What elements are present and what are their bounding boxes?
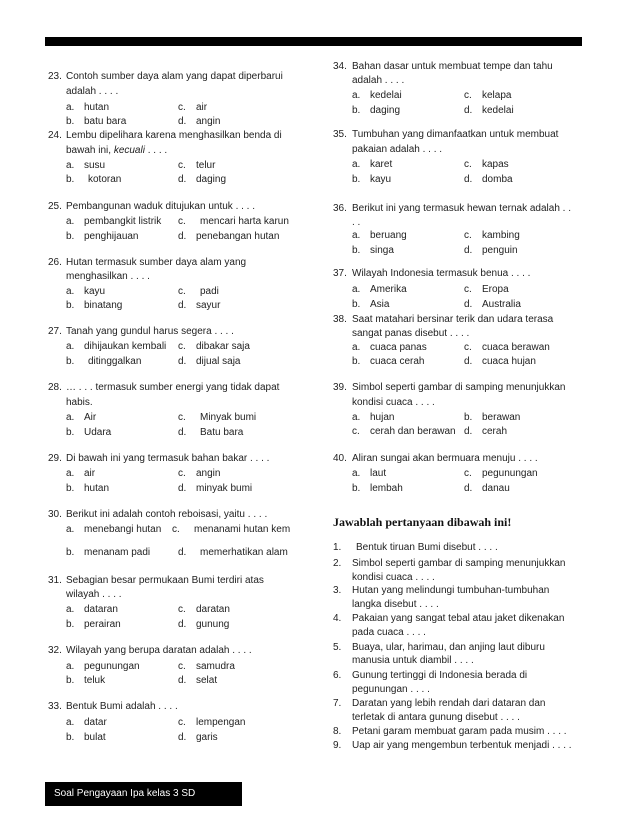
essay-number: 8.	[333, 726, 342, 737]
option-text: penguin	[482, 245, 518, 256]
option-text: Amerika	[370, 284, 407, 295]
option-text: laut	[370, 468, 387, 479]
option-letter: d.	[178, 231, 187, 242]
option-text: teluk	[84, 675, 106, 686]
option-text: daging	[196, 174, 227, 185]
question-stem: Simbol seperti gambar di samping menunjukkan	[352, 382, 566, 393]
option-text: penebangan hutan	[196, 231, 280, 242]
option-text: karet	[370, 159, 393, 170]
option-letter: d.	[178, 732, 187, 743]
option-letter: d.	[464, 174, 473, 185]
option-text: cuaca panas	[370, 342, 427, 353]
stem-text: . . . .	[144, 145, 168, 156]
question-number: 38.	[333, 314, 347, 325]
option-a	[352, 283, 407, 297]
option-letter: b.	[66, 547, 75, 558]
question-stem: Tumbuhan yang dimanfaatkan untuk membuat	[352, 129, 559, 140]
question-number: 39.	[333, 382, 347, 393]
option-text: singa	[370, 245, 394, 256]
option-letter: c.	[178, 216, 186, 227]
option-text: beruang	[370, 230, 407, 241]
question-number: 30.	[48, 509, 62, 520]
question-stem: Contoh sumber daya alam yang dapat diperbarui	[66, 71, 283, 82]
option-text: air	[196, 102, 208, 113]
option-d	[464, 173, 513, 187]
option-c	[464, 89, 511, 103]
option-text: kedelai	[482, 105, 514, 116]
option-b	[66, 482, 109, 496]
option-text: domba	[482, 174, 513, 185]
option-b	[66, 426, 111, 440]
question-stem: pakaian adalah . . . .	[352, 144, 443, 155]
option-letter: a.	[66, 412, 75, 423]
option-a	[66, 603, 118, 617]
question-stem: sangat panas disebut . . . .	[352, 328, 470, 339]
question-stem: Wilayah Indonesia termasuk benua . . . .	[352, 268, 531, 279]
question-number: 36.	[333, 203, 347, 214]
option-letter: d.	[464, 105, 473, 116]
option-d	[464, 425, 507, 439]
option-text: berawan	[482, 412, 521, 423]
essay-text: Bentuk tiruan Bumi disebut . . . .	[356, 542, 498, 553]
option-a	[352, 467, 386, 481]
option-c	[178, 340, 250, 354]
option-a	[66, 411, 96, 425]
option-letter: c.	[178, 661, 186, 672]
option-text: daging	[370, 105, 401, 116]
question-number: 25.	[48, 201, 62, 212]
option-letter: d.	[178, 427, 187, 438]
option-a	[352, 158, 392, 172]
question-stem: Hutan termasuk sumber daya alam yang	[66, 257, 247, 268]
option-letter: c.	[178, 412, 186, 423]
option-letter: d.	[464, 299, 473, 310]
option-text: lempengan	[196, 717, 246, 728]
option-b	[66, 546, 150, 560]
option-text: hujan	[370, 412, 395, 423]
essay-number: 9.	[333, 740, 342, 751]
essay-text: langka disebut . . . .	[352, 599, 439, 610]
option-text: Eropa	[482, 284, 509, 295]
option-letter: c.	[464, 468, 472, 479]
option-b	[66, 674, 105, 688]
option-text: Asia	[370, 299, 390, 310]
option-d	[178, 299, 220, 313]
option-letter: a.	[66, 717, 75, 728]
option-b	[352, 244, 394, 258]
option-text: Batu bara	[200, 427, 244, 438]
option-text: mencari harta karun	[200, 216, 289, 227]
question-stem: Berikut ini adalah contoh reboisasi, yaitu . . . .	[66, 509, 268, 520]
question-number: 27.	[48, 326, 62, 337]
option-text: batu bara	[84, 116, 127, 127]
option-text: perairan	[84, 619, 121, 630]
option-c	[464, 467, 538, 481]
option-text: penghijauan	[84, 231, 139, 242]
option-letter: b.	[464, 412, 473, 423]
option-b	[66, 299, 122, 313]
option-text: kayu	[84, 286, 106, 297]
option-d	[178, 115, 220, 129]
option-text: padi	[200, 286, 219, 297]
option-letter: d.	[178, 619, 187, 630]
question-stem: habis.	[66, 397, 93, 408]
question-number: 24.	[48, 130, 62, 141]
question-number: 23.	[48, 71, 62, 82]
essay-text: kondisi cuaca . . . .	[352, 572, 435, 583]
option-b	[352, 355, 424, 369]
option-b	[66, 355, 141, 369]
option-b	[464, 411, 520, 425]
essay-text: terletak di antara gunung disebut . . . .	[352, 712, 520, 723]
essay-number: 4.	[333, 613, 342, 624]
essay-text: Buaya, ular, harimau, dan anjing laut diburu	[352, 642, 545, 653]
option-text: pegunungan	[482, 468, 538, 479]
option-text: cuaca cerah	[370, 356, 425, 367]
question-number: 28.	[48, 382, 62, 393]
option-letter: c.	[178, 468, 186, 479]
option-d	[464, 104, 514, 118]
question-stem: wilayah . . . .	[66, 589, 122, 600]
option-d	[178, 426, 243, 440]
essay-number: 5.	[333, 642, 342, 653]
option-letter: b.	[66, 675, 75, 686]
option-a	[66, 523, 161, 537]
option-letter: b.	[66, 483, 75, 494]
option-text: kambing	[482, 230, 520, 241]
option-d	[178, 731, 218, 745]
option-letter: d.	[178, 300, 187, 311]
essay-number: 6.	[333, 670, 342, 681]
option-letter: d.	[178, 675, 187, 686]
option-letter: a.	[352, 159, 361, 170]
option-a	[352, 341, 427, 355]
option-c	[178, 660, 235, 674]
option-text: Udara	[84, 427, 112, 438]
question-number: 35.	[333, 129, 347, 140]
option-letter: c.	[178, 286, 186, 297]
option-c	[178, 215, 289, 229]
question-stem: adalah . . . .	[66, 86, 119, 97]
option-text: memerhatikan alam	[200, 547, 288, 558]
option-text: cerah dan berawan	[370, 426, 456, 437]
option-b	[352, 104, 400, 118]
option-text: lembah	[370, 483, 403, 494]
option-text: menebangi hutan	[84, 524, 162, 535]
option-text: sayur	[196, 300, 221, 311]
option-text: Air	[84, 412, 97, 423]
option-b	[352, 482, 403, 496]
option-letter: c.	[178, 160, 186, 171]
option-letter: a.	[66, 286, 75, 297]
option-letter: d.	[464, 426, 473, 437]
question-stem: Berikut ini yang termasuk hewan ternak adalah . .	[352, 203, 572, 214]
emphasis-text: kecuali	[113, 145, 145, 156]
option-text: angin	[196, 116, 221, 127]
option-letter: b.	[352, 105, 361, 116]
option-a	[352, 411, 394, 425]
option-letter: a.	[66, 160, 75, 171]
option-letter: c.	[178, 717, 186, 728]
option-c	[352, 425, 456, 439]
question-stem: Bentuk Bumi adalah . . . .	[66, 701, 178, 712]
option-text: hutan	[84, 102, 110, 113]
option-letter: c.	[172, 524, 180, 535]
essay-text: pegunungan . . . .	[352, 684, 430, 695]
option-letter: b.	[66, 356, 75, 367]
option-letter: a.	[352, 90, 361, 101]
option-letter: d.	[178, 356, 187, 367]
option-b	[352, 173, 391, 187]
option-b	[66, 230, 139, 244]
option-letter: d.	[178, 174, 187, 185]
option-text: kedelai	[370, 90, 402, 101]
header-bar	[45, 37, 582, 46]
option-text: pembangkit listrik	[84, 216, 162, 227]
option-d	[178, 482, 252, 496]
option-text: Minyak bumi	[200, 412, 257, 423]
option-text: bulat	[84, 732, 106, 743]
option-letter: c.	[178, 604, 186, 615]
essay-text: pada cuaca . . . .	[352, 627, 426, 638]
option-text: ditinggalkan	[88, 356, 142, 367]
option-letter: c.	[352, 426, 360, 437]
option-b	[66, 173, 121, 187]
option-letter: a.	[66, 468, 75, 479]
option-a	[66, 159, 105, 173]
option-text: pegunungan	[84, 661, 140, 672]
option-c	[172, 523, 290, 537]
option-text: selat	[196, 675, 218, 686]
question-number: 32.	[48, 645, 62, 656]
option-d	[464, 298, 521, 312]
option-letter: b.	[352, 483, 361, 494]
essay-text: Simbol seperti gambar di samping menunjukkan	[352, 558, 566, 569]
option-letter: c.	[464, 159, 472, 170]
option-letter: a.	[66, 341, 75, 352]
option-c	[178, 101, 207, 115]
question-number: 31.	[48, 575, 62, 586]
option-text: garis	[196, 732, 218, 743]
option-d	[178, 674, 217, 688]
option-letter: a.	[66, 661, 75, 672]
option-text: kapas	[482, 159, 509, 170]
question-stem: Aliran sungai akan bermuara menuju . . . .	[352, 453, 538, 464]
option-letter: b.	[66, 619, 75, 630]
option-letter: c.	[464, 90, 472, 101]
option-text: binatang	[84, 300, 123, 311]
option-letter: b.	[352, 245, 361, 256]
option-d	[178, 618, 229, 632]
option-a	[66, 467, 95, 481]
option-letter: b.	[352, 174, 361, 185]
option-text: cerah	[482, 426, 508, 437]
option-d	[464, 482, 510, 496]
option-a	[66, 716, 107, 730]
question-number: 33.	[48, 701, 62, 712]
option-text: danau	[482, 483, 510, 494]
option-letter: c.	[178, 341, 186, 352]
option-a	[66, 215, 161, 229]
essay-text: Daratan yang lebih rendah dari dataran dan	[352, 698, 546, 709]
option-b	[66, 731, 106, 745]
option-letter: b.	[66, 732, 75, 743]
option-text: cuaca berawan	[482, 342, 550, 353]
option-text: telur	[196, 160, 216, 171]
option-text: menanam padi	[84, 547, 151, 558]
option-letter: b.	[66, 427, 75, 438]
essay-number: 7.	[333, 698, 342, 709]
option-letter: b.	[352, 299, 361, 310]
option-letter: b.	[352, 356, 361, 367]
option-letter: b.	[66, 174, 75, 185]
option-letter: c.	[464, 284, 472, 295]
footer-label: Soal Pengayaan Ipa kelas 3 SD	[54, 788, 196, 799]
option-d	[464, 355, 536, 369]
option-text: samudra	[196, 661, 235, 672]
question-stem: … . . . termasuk sumber energi yang tidak dapat	[66, 382, 280, 393]
option-d	[178, 173, 226, 187]
essay-text: Hutan yang melindungi tumbuhan-tumbuhan	[352, 585, 550, 596]
essay-heading: Jawablah pertanyaan dibawah ini!	[333, 515, 512, 529]
option-text: dibakar saja	[196, 341, 250, 352]
option-letter: b.	[66, 231, 75, 242]
option-text: minyak bumi	[196, 483, 253, 494]
option-letter: a.	[66, 604, 75, 615]
option-text: dihijaukan kembali	[84, 341, 167, 352]
question-stem: Pembangunan waduk ditujukan untuk . . . .	[66, 201, 256, 212]
option-text: angin	[196, 468, 221, 479]
essay-text: Uap air yang mengembun terbentuk menjadi . . . .	[352, 740, 572, 751]
option-letter: a.	[352, 284, 361, 295]
option-c	[178, 716, 245, 730]
option-letter: d.	[178, 547, 187, 558]
option-text: susu	[84, 160, 106, 171]
option-letter: a.	[352, 230, 361, 241]
essay-text: Pakaian yang sangat tebal atau jaket dikenakan	[352, 613, 565, 624]
option-letter: d.	[178, 116, 187, 127]
question-stem: Sebagian besar permukaan Bumi terdiri atas	[66, 575, 264, 586]
option-letter: a.	[66, 216, 75, 227]
option-text: Australia	[482, 299, 521, 310]
question-stem: Tanah yang gundul harus segera . . . .	[66, 326, 234, 337]
option-letter: b.	[66, 300, 75, 311]
option-d	[178, 230, 279, 244]
option-letter: a.	[352, 412, 361, 423]
question-stem: kondisi cuaca . . . .	[352, 397, 435, 408]
option-letter: a.	[66, 102, 75, 113]
question-stem: Lembu dipelihara karena menghasilkan benda di	[66, 130, 282, 141]
question-stem: Saat matahari bersinar terik dan udara terasa	[352, 314, 554, 325]
option-d	[178, 546, 288, 560]
option-c	[464, 229, 520, 243]
option-c	[178, 411, 256, 425]
stem-text: bawah ini,	[66, 145, 114, 156]
question-number: 29.	[48, 453, 62, 464]
question-number: 40.	[333, 453, 347, 464]
option-a	[352, 89, 402, 103]
option-d	[178, 355, 240, 369]
option-a	[352, 229, 407, 243]
option-text: kayu	[370, 174, 392, 185]
option-text: dijual saja	[196, 356, 241, 367]
question-stem: menghasilkan . . . .	[66, 271, 150, 282]
essay-text: Gunung tertinggi di Indonesia berada di	[352, 670, 528, 681]
question-stem: Bahan dasar untuk membuat tempe dan tahu	[352, 61, 553, 72]
option-text: dataran	[84, 604, 118, 615]
option-text: air	[84, 468, 96, 479]
question-stem: Di bawah ini yang termasuk bahan bakar . . . .	[66, 453, 270, 464]
option-c	[464, 283, 509, 297]
question-stem: . .	[352, 217, 361, 228]
option-letter: c.	[464, 230, 472, 241]
option-letter: c.	[178, 102, 186, 113]
question-number: 34.	[333, 61, 347, 72]
option-letter: d.	[464, 245, 473, 256]
essay-text: Petani garam membuat garam pada musim . . . .	[352, 726, 567, 737]
question-stem: Wilayah yang berupa daratan adalah . . . .	[66, 645, 252, 656]
option-text: daratan	[196, 604, 230, 615]
option-letter: b.	[66, 116, 75, 127]
option-b	[66, 618, 121, 632]
option-b	[352, 298, 389, 312]
footer-label-box	[45, 782, 242, 806]
option-a	[66, 660, 140, 674]
option-a	[66, 340, 166, 354]
option-c	[464, 341, 550, 355]
option-text: datar	[84, 717, 107, 728]
option-b	[66, 115, 126, 129]
option-text: hutan	[84, 483, 110, 494]
option-letter: a.	[352, 468, 361, 479]
essay-number: 1.	[333, 542, 342, 553]
option-c	[178, 603, 230, 617]
option-letter: d.	[464, 356, 473, 367]
option-letter: d.	[464, 483, 473, 494]
essay-number: 3.	[333, 585, 342, 596]
option-text: cuaca hujan	[482, 356, 536, 367]
option-letter: c.	[464, 342, 472, 353]
option-letter: a.	[66, 524, 75, 535]
essay-text: manusia untuk diambil . . . .	[352, 655, 474, 666]
option-d	[464, 244, 518, 258]
option-text: kotoran	[88, 174, 122, 185]
option-c	[464, 158, 509, 172]
option-text: menanami hutan kem	[194, 524, 291, 535]
option-a	[66, 101, 109, 115]
question-stem	[66, 144, 167, 158]
option-text: kelapa	[482, 90, 512, 101]
question-number: 37.	[333, 268, 347, 279]
question-stem: adalah . . . .	[352, 75, 405, 86]
option-a	[66, 285, 105, 299]
essay-number: 2.	[333, 558, 342, 569]
question-number: 26.	[48, 257, 62, 268]
option-c	[178, 467, 220, 481]
option-text: gunung	[196, 619, 230, 630]
option-c	[178, 285, 219, 299]
option-letter: d.	[178, 483, 187, 494]
option-c	[178, 159, 215, 173]
option-letter: a.	[352, 342, 361, 353]
